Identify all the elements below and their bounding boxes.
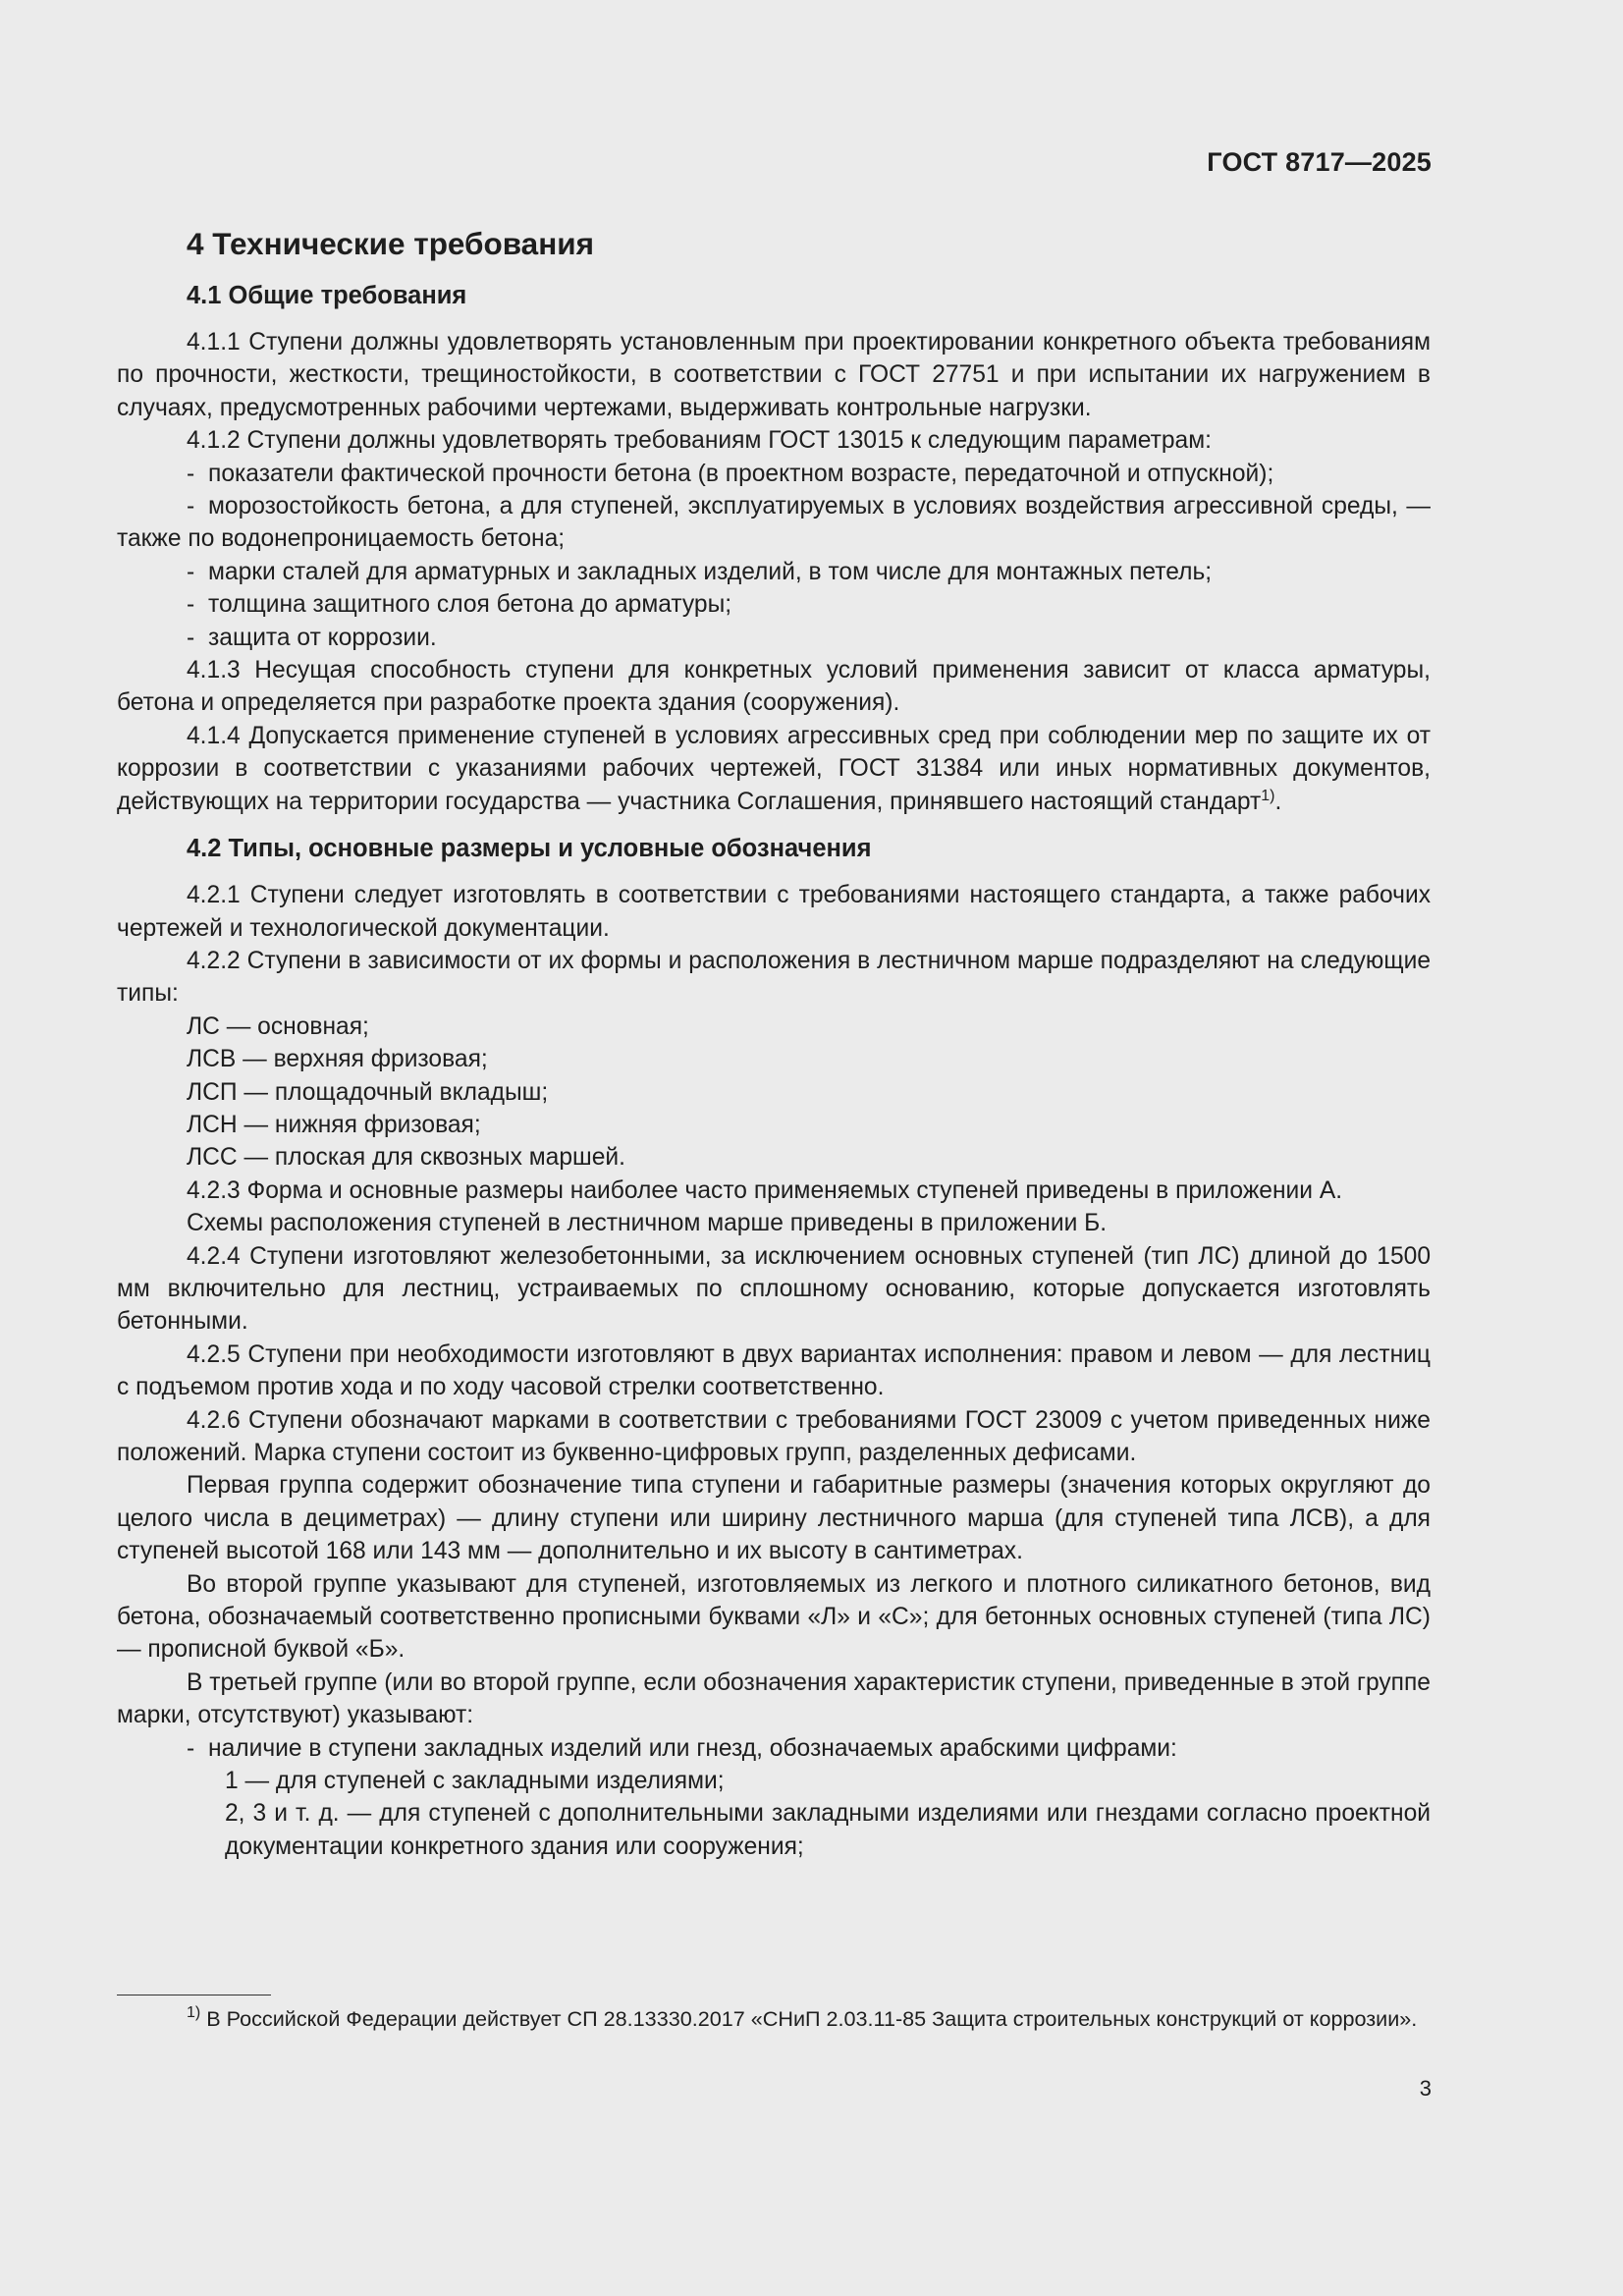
sub-list-item: 1 — для ступеней с закладными изделиями; (225, 1768, 725, 1795)
paragraph-4-2-1: 4.2.1 Ступени следует изготовлять в соответствии с требованиями настоящего стандарта, а также рабочих чертежей и технологической документации. (117, 882, 1431, 942)
standard-code: ГОСТ 8717—2025 (1207, 147, 1432, 177)
subsection-title-4-2: 4.2 Типы, основные размеры и условные обозначения (187, 835, 872, 863)
paragraph-third-group: В третьей группе (или во второй группе, если обозначения характеристик ступени, приведенные в этой группе марки, отсутствуют) указывают: (117, 1668, 1431, 1729)
dash-marker: - (187, 460, 195, 487)
list-item: - защита от коррозии. (117, 622, 1431, 654)
list-item: - наличие в ступени закладных изделий или гнезд, обозначаемых арабскими цифрами: (117, 1732, 1431, 1765)
page-number: 3 (1419, 2076, 1432, 2101)
paragraph-4-2-6: 4.2.6 Ступени обозначают марками в соответствии с требованиями ГОСТ 23009 с учетом приведенных ниже положений. Марка ступени состоит из буквенно-цифровых групп, разделенных дефисами. (117, 1406, 1431, 1466)
list-item: ЛСС — плоская для сквозных маршей. (187, 1144, 625, 1172)
sub-list-item: 2, 3 и т. д. — для ступеней с дополнительными закладными изделиями или гнездами согласно проектной документации конкретного здания или сооружения; (225, 1800, 1431, 1860)
dash-marker: - (187, 493, 195, 520)
paragraph-4-1-4: 4.1.4 Допускается применение ступеней в условиях агрессивных сред при соблюдении мер по защите их от коррозии в соответствии с указаниями рабочих чертежей, ГОСТ 31384 или иных нормативных документов, действующих на территории государства — участника Соглашения, принявшего настоящий стандарт$^{1)}$. (117, 722, 1431, 815)
paragraph-4-1-2: 4.1.2 Ступени должны удовлетворять требованиям ГОСТ 13015 к следующим параметрам: (187, 427, 1212, 455)
dash-marker: - (187, 1734, 195, 1762)
paragraph-4-1-1: 4.1.1 Ступени должны удовлетворять установленным при проектировании конкретного объекта требованиям по прочности, жесткости, трещиностойкости, в соответствии с ГОСТ 27751 и при испытании их нагружением в случаях, предусмотренных рабочими чертежами, выдерживать контрольные нагрузки. (117, 329, 1431, 421)
footnote-reference: 1) (1261, 787, 1275, 804)
page-content (117, 224, 1431, 1863)
list-item: - показатели фактической прочности бетона (в проектном возрасте, передаточной и отпускной); (117, 458, 1431, 490)
list-item: ЛСН — нижняя фризовая; (187, 1111, 481, 1138)
dash-marker: - (187, 624, 195, 651)
list-item: ЛС — основная; (187, 1012, 369, 1040)
list-item: - марки сталей для арматурных и закладных изделий, в том числе для монтажных петель; (117, 556, 1431, 588)
paragraph-4-2-4: 4.2.4 Ступени изготовляют железобетонными, за исключением основных ступеней (тип ЛС) длиной до 1500 мм включительно для лестниц, устраиваемых по сплошному основанию, которые допускается изготовлять бетонными. (117, 1242, 1431, 1336)
dash-marker: - (187, 591, 195, 619)
footnote-text: В Российской Федерации действует СП 28.13330.2017 «СНиП 2.03.11-85 Защита строительных конструкций от коррозии». (200, 2006, 1418, 2031)
footnote-mark: 1) (187, 2004, 201, 2021)
paragraph-second-group: Во второй группе указывают для ступеней, изготовляемых из легкого и плотного силикатного бетонов, вид бетона, обозначаемый соответственно прописными буквами «Л» и «С»; для бетонных основных ступеней (типа ЛС) — прописной буквой «Б». (117, 1570, 1431, 1664)
list-item: ЛСВ — верхняя фризовая; (187, 1046, 488, 1073)
footnote (117, 2004, 1431, 2034)
paragraph-4-2-5: 4.2.5 Ступени при необходимости изготовляют в двух вариантах исполнения: правом и левом — для лестниц с подъемом против хода и по ходу часовой стрелки соответственно. (117, 1340, 1431, 1401)
list-item: - морозостойкость бетона, а для ступеней, эксплуатируемых в условиях воздействия агрессивной среды, — также по водонепроницаемость бетона; (117, 490, 1431, 556)
step-types-list (117, 1011, 1431, 1175)
subsection-title-4-1: 4.1 Общие требования (187, 282, 467, 309)
list-item: - толщина защитного слоя бетона до арматуры; (117, 588, 1431, 621)
dash-marker: - (187, 558, 195, 585)
paragraph-4-1-3: 4.1.3 Несущая способность ступени для конкретных условий применения зависит от класса арматуры, бетона и определяется при разработке проекта здания (сооружения). (117, 657, 1431, 717)
paragraph-4-2-2: 4.2.2 Ступени в зависимости от их формы и расположения в лестничном марше подразделяют на следующие типы: (117, 947, 1431, 1008)
paragraph-4-2-3: 4.2.3 Форма и основные размеры наиболее часто применяемых ступеней приведены в приложении А. (187, 1176, 1343, 1204)
paragraph-first-group: Первая группа содержит обозначение типа ступени и габаритные размеры (значения которых округляют до целого числа в дециметрах) — длину ступени или ширину лестничного марша (для ступеней типа ЛСВ), а для ступеней высотой 168 или 143 мм — дополнительно и их высоту в сантиметрах. (117, 1472, 1431, 1565)
list-item: ЛСП — площадочный вкладыш; (187, 1078, 549, 1106)
paragraph-4-2-3-schemes: Схемы расположения ступеней в лестничном марше приведены в приложении Б. (187, 1210, 1108, 1237)
section-title: 4 Технические требования (187, 226, 594, 261)
